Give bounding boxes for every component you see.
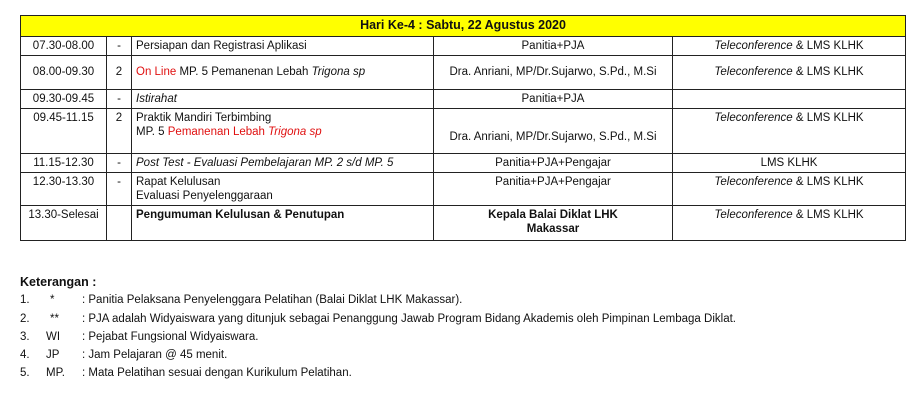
activity-cell: Post Test - Evaluasi Pembelajaran MP. 2 s/d MP. 5 bbox=[132, 154, 434, 173]
activity-red-text: Pemanenan Lebah bbox=[167, 126, 269, 138]
media-cell bbox=[673, 173, 906, 206]
activity-cell bbox=[132, 173, 434, 206]
person-cell: Dra. Anriani, MP/Dr.Sujarwo, S.Pd., M.Si bbox=[434, 109, 673, 154]
online-label: On Line bbox=[136, 66, 177, 78]
media-cell bbox=[673, 37, 906, 56]
notes-heading: Keterangan : bbox=[20, 275, 97, 289]
table-row bbox=[21, 90, 906, 109]
activity-species: Trigona sp bbox=[268, 126, 322, 138]
table-row bbox=[21, 206, 906, 241]
activity-cell: Istirahat bbox=[132, 90, 434, 109]
person-cell bbox=[434, 206, 673, 241]
note-text: : PJA adalah Widyaiswara yang ditunjuk sebagai Penanggung Jawab Program Bidang Akademis oleh Pimpinan Lembaga Diklat. bbox=[82, 312, 736, 325]
table-row bbox=[21, 109, 906, 154]
time-cell: 11.15-12.30 bbox=[21, 154, 107, 173]
note-abbr: * bbox=[50, 294, 55, 307]
media-italic: Teleconference bbox=[714, 66, 793, 78]
media-cell bbox=[673, 109, 906, 154]
note-text: : Jam Pelajaran @ 45 menit. bbox=[82, 349, 228, 362]
note-number: 3. bbox=[20, 330, 30, 343]
activity-line: Praktik Mandiri Terbimbing bbox=[136, 112, 272, 124]
media-rest: LMS KLHK bbox=[760, 157, 818, 169]
activity-cell: Persiapan dan Registrasi Aplikasi bbox=[132, 37, 434, 56]
note-number: 5. bbox=[20, 367, 30, 380]
time-cell: 09.30-09.45 bbox=[21, 90, 107, 109]
media-cell bbox=[673, 206, 906, 241]
jp-cell: - bbox=[107, 37, 132, 56]
media-rest: & LMS KLHK bbox=[792, 112, 864, 124]
media-rest: & LMS KLHK bbox=[792, 40, 864, 52]
media-cell bbox=[673, 56, 906, 90]
person-cell: Panitia+PJA+Pengajar bbox=[434, 154, 673, 173]
note-abbr: WI bbox=[46, 330, 61, 343]
time-cell: 08.00-09.30 bbox=[21, 56, 107, 90]
note-item bbox=[20, 328, 900, 346]
media-italic: Teleconference bbox=[714, 209, 793, 221]
activity-text: MP. 5 bbox=[136, 126, 168, 138]
table-row bbox=[21, 154, 906, 173]
media-cell bbox=[673, 154, 906, 173]
day-title-row bbox=[21, 16, 906, 37]
media-rest: & LMS KLHK bbox=[792, 176, 864, 188]
jp-cell bbox=[107, 206, 132, 241]
note-abbr: ** bbox=[50, 312, 59, 325]
note-text: : Panitia Pelaksana Penyelenggara Pelatihan (Balai Diklat LHK Makassar). bbox=[82, 294, 463, 307]
time-cell: 07.30-08.00 bbox=[21, 37, 107, 56]
person-cell: Dra. Anriani, MP/Dr.Sujarwo, S.Pd., M.Si bbox=[434, 56, 673, 90]
media-rest: & LMS KLHK bbox=[792, 209, 864, 221]
activity-line: Rapat Kelulusan bbox=[136, 176, 221, 188]
jp-cell: - bbox=[107, 154, 132, 173]
person-cell: Panitia+PJA bbox=[434, 37, 673, 56]
time-cell: 12.30-13.30 bbox=[21, 173, 107, 206]
jp-cell: 2 bbox=[107, 109, 132, 154]
note-item bbox=[20, 291, 900, 309]
person-line: Kepala Balai Diklat LHK bbox=[488, 209, 618, 221]
media-rest: & LMS KLHK bbox=[792, 66, 864, 78]
note-abbr: JP bbox=[46, 349, 60, 362]
activity-line: Evaluasi Penyelenggaraan bbox=[136, 190, 273, 202]
activity-cell bbox=[132, 56, 434, 90]
media-italic: Teleconference bbox=[714, 176, 793, 188]
media-italic: Teleconference bbox=[714, 112, 793, 124]
note-text: : Mata Pelatihan sesuai dengan Kurikulum Pelatihan. bbox=[82, 367, 352, 380]
media-cell bbox=[673, 90, 906, 109]
notes-section bbox=[20, 273, 900, 383]
day-title: Hari Ke-4 : Sabtu, 22 Agustus 2020 bbox=[21, 16, 906, 37]
activity-cell bbox=[132, 109, 434, 154]
person-cell: Panitia+PJA bbox=[434, 90, 673, 109]
note-item bbox=[20, 310, 900, 328]
table-row bbox=[21, 56, 906, 90]
time-cell: 09.45-11.15 bbox=[21, 109, 107, 154]
schedule-table bbox=[20, 15, 906, 241]
media-italic: Teleconference bbox=[714, 40, 793, 52]
activity-line bbox=[136, 125, 429, 139]
note-abbr: MP. bbox=[46, 367, 65, 380]
activity-cell: Pengumuman Kelulusan & Penutupan bbox=[132, 206, 434, 241]
note-item bbox=[20, 346, 900, 364]
note-number: 2. bbox=[20, 312, 30, 325]
person-line: Makassar bbox=[526, 223, 580, 235]
note-item bbox=[20, 364, 900, 382]
time-cell: 13.30-Selesai bbox=[21, 206, 107, 241]
jp-cell: 2 bbox=[107, 56, 132, 90]
jp-cell: - bbox=[107, 90, 132, 109]
table-row bbox=[21, 173, 906, 206]
table-row bbox=[21, 37, 906, 56]
activity-species: Trigona sp bbox=[311, 66, 366, 78]
person-cell: Panitia+PJA+Pengajar bbox=[434, 173, 673, 206]
note-number: 1. bbox=[20, 294, 30, 307]
activity-text: MP. 5 Pemanenan Lebah bbox=[176, 66, 312, 78]
note-number: 4. bbox=[20, 349, 30, 362]
jp-cell: - bbox=[107, 173, 132, 206]
note-text: : Pejabat Fungsional Widyaiswara. bbox=[82, 330, 259, 343]
